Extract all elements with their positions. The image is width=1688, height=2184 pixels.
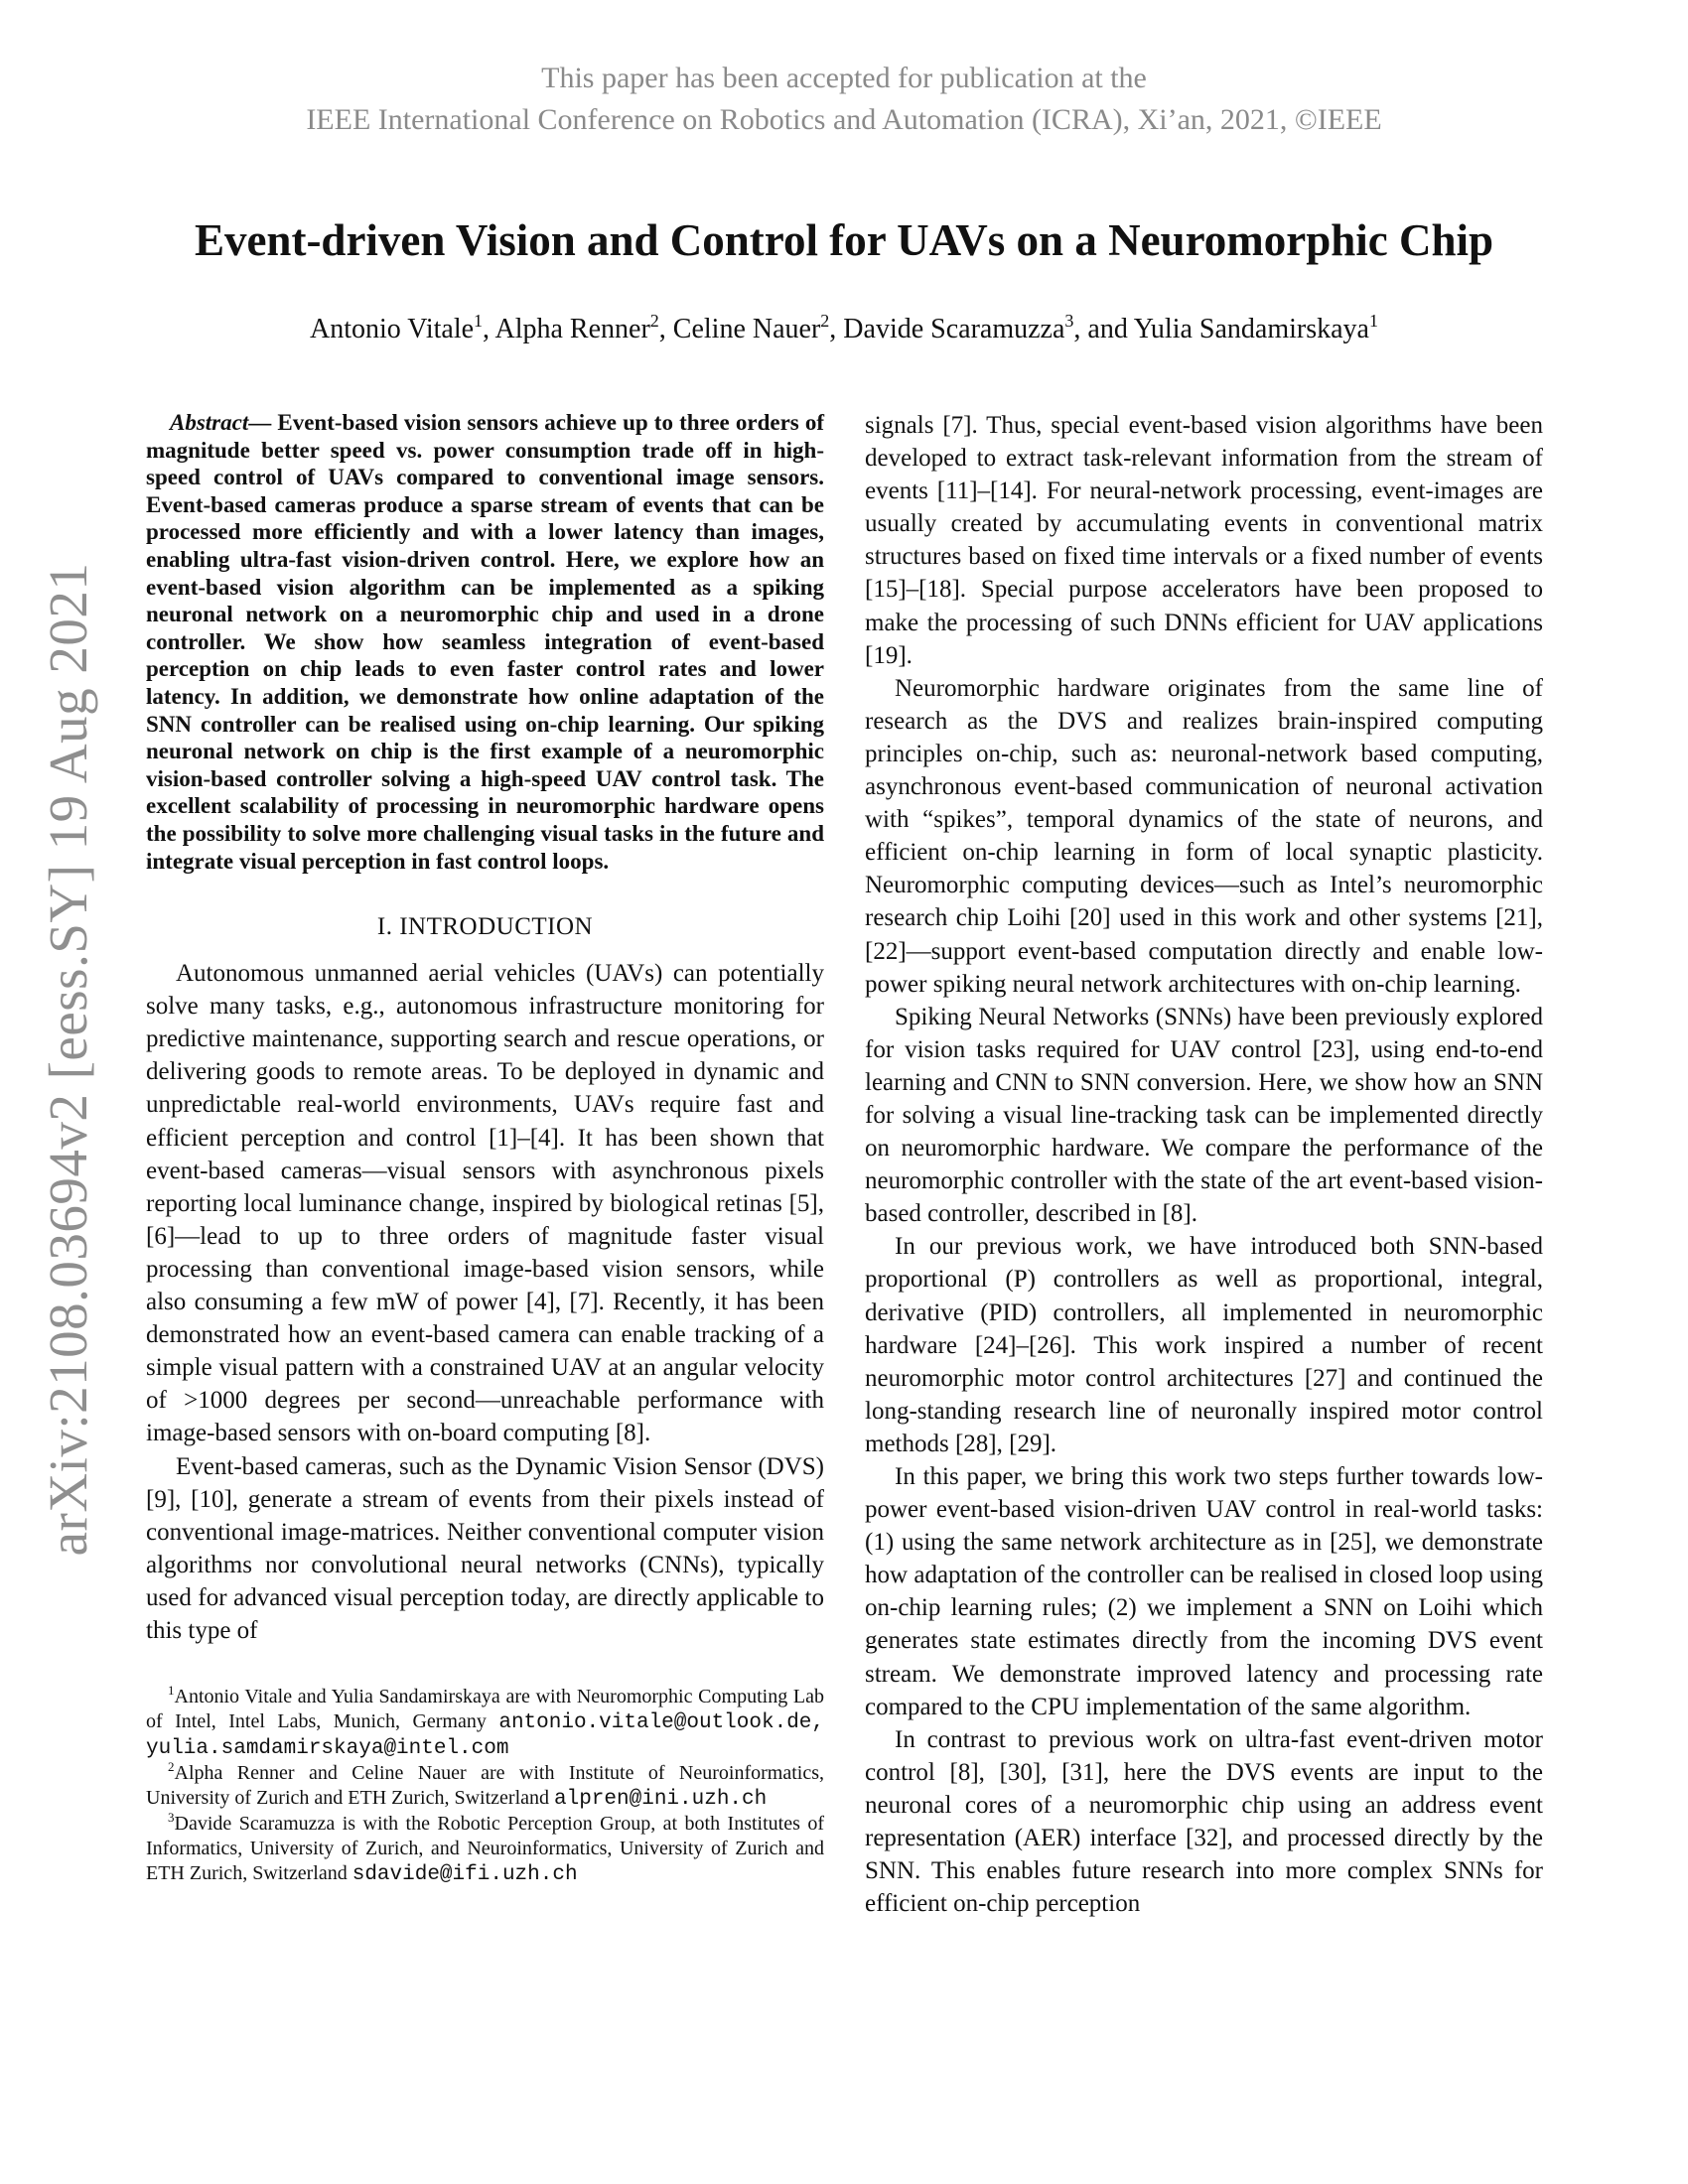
paragraph: In our previous work, we have introduced both SNN-based proportional (P) controllers as well as proportional, integral, derivative (PID) controllers, all implemented in neuromorphic hardware [24]–[26]. This work inspired a number of recent neuromorphic motor control architectures [27] and continued the long-standing research line of neuronally inspired motor control methods [28], [29].	[865, 1233, 1543, 1457]
author-name: Davide Scaramuzza	[843, 314, 1065, 344]
abstract-text: Event-based vision sensors achieve up to three orders of magnitude better speed vs. power consumption trade off in high-speed control of UAVs compared to conventional image sensors. Event-based cameras produce a sparse stream of events that can be processed more efficiently and with a lower latency than images, enabling ultra-fast vision-driven control. Here, we explore how an event-based vision algorithm can be implemented as a spiking neuronal network on a neuromorphic chip and used in a drone controller. We show how seamless integration of event-based perception on chip leads to even faster control rates and lower latency. In addition, we demonstrate how online adaptation of the SNN controller can be realised using on-chip learning. Our spiking neuronal network on chip is the first example of a neuromorphic vision-based controller solving a high-speed UAV control task. The excellent scalability of processing in neuromorphic hardware opens the possibility to solve more challenging visual tasks in the future and integrate visual perception in fast control loops.	[146, 410, 824, 874]
footnote-text: Davide Scaramuzza is with the Robotic Perception Group, at both Institutes of Informatics, University of Zurich, and Neuroinformatics, University of Zurich and ETH Zurich, Switzerland	[146, 1813, 824, 1885]
author-affiliation: 2	[649, 311, 659, 331]
footnote-3	[146, 1812, 824, 1887]
paragraph: Autonomous unmanned aerial vehicles (UAVs) can potentially solve many tasks, e.g., autonomous infrastructure monitoring for predictive maintenance, supporting search and rescue operations, or delivering goods to remote areas. To be deployed in dynamic and unpredictable real-world environments, UAVs require fast and efficient perception and control [1]–[4]. It has been shown that event-based cameras—visual sensors with asynchronous pixels reporting local luminance change, inspired by biological retinas [5], [6]—lead to up to three orders of magnitude faster visual processing than conventional image-based vision sensors, while also consuming a few mW of power [4], [7]. Recently, it has been demonstrated how an event-based camera can enable tracking of a simple visual pattern with a constrained UAV at an angular velocity of >1000 degrees per second—unreachable performance with image-based sensors with on-board computing [8].	[146, 960, 824, 1447]
section-heading-introduction: I. INTRODUCTION	[376, 913, 594, 941]
arxiv-stamp: arXiv:2108.03694v2 [eess.SY] 19 Aug 2021	[38, 562, 98, 1557]
author-name: Alpha Renner	[494, 314, 650, 344]
author-separator: ,	[658, 314, 673, 344]
right-column	[865, 409, 1543, 1920]
author-list	[0, 310, 1688, 349]
author-separator: , and	[1073, 314, 1134, 344]
left-column	[146, 409, 824, 1887]
paragraph: In this paper, we bring this work two steps further towards low-power event-based vision-driven UAV control in real-world tasks: (1) using the same network architecture as in [25], we demonstrate how adaptation of the controller can be realised in closed loop using on-chip learning rules; (2) we implement a SNN on Loihi which generates state estimates directly from the incoming DVS event stream. We demonstrate improved latency and processing rate compared to the CPU implementation of the same algorithm.	[865, 1463, 1543, 1720]
paper-title: Event-driven Vision and Control for UAVs on a Neuromorphic Chip	[194, 215, 1494, 265]
footnotes	[146, 1685, 824, 1887]
abstract-dash: —	[248, 410, 278, 435]
footnote-text: Alpha Renner and Celine Nauer are with Institute of Neuroinformatics, University of Zurich and ETH Zurich, Switzerland	[146, 1762, 824, 1810]
author-affiliation: 3	[1064, 311, 1074, 331]
paragraph: Event-based cameras, such as the Dynamic Vision Sensor (DVS) [9], [10], generate a stream of events from their pixels instead of conventional image-matrices. Neither conventional computer vision algorithms nor convolutional neural networks (CNNs), typically used for advanced visual perception today, are directly applicable to this type of	[146, 1452, 824, 1644]
author-affiliation: 1	[1368, 311, 1378, 331]
author-separator: ,	[483, 314, 495, 344]
notice-line-2: IEEE International Conference on Robotics and Automation (ICRA), Xi’an, 2021, ©IEEE	[306, 103, 1382, 136]
author-name: Celine Nauer	[672, 314, 821, 344]
footnote-mark: 1	[168, 1683, 175, 1699]
author-name: Antonio Vitale	[310, 314, 475, 344]
paragraph: signals [7]. Thus, special event-based vision algorithms have been developed to extract task-relevant information from the stream of events [11]–[14]. For neural-network processing, event-images are usually created by accumulating events in conventional matrix structures based on fixed time intervals or a fixed number of events [15]–[18]. Special purpose accelerators have been proposed to make the processing of such DNNs efficient for UAV applications [19].	[865, 412, 1543, 669]
author-separator: ,	[829, 314, 844, 344]
author-affiliation: 2	[820, 311, 830, 331]
footnote-mark: 2	[168, 1759, 175, 1775]
footnote-email: antonio.vitale@outlook.de, yulia.samdamirskaya@intel.com	[146, 1711, 824, 1761]
footnote-2	[146, 1761, 824, 1812]
author-name: Yulia Sandamirskaya	[1133, 314, 1369, 344]
abstract-lead: Abstract	[170, 410, 249, 435]
author-affiliation: 1	[474, 311, 484, 331]
notice-line-1: This paper has been accepted for publication at the	[541, 62, 1147, 94]
footnote-email: alpren@ini.uzh.ch	[554, 1788, 768, 1812]
publication-notice	[0, 58, 1688, 141]
footnote-1	[146, 1685, 824, 1761]
paragraph: In contrast to previous work on ultra-fast event-driven motor control [8], [30], [31], here the DVS events are input to the neuronal cores of a neuromorphic chip using an address event representation (AER) interface [32], and processed directly by the SNN. This enables future research into more complex SNNs for efficient on-chip perception	[865, 1725, 1543, 1918]
footnote-text: Antonio Vitale and Yulia Sandamirskaya are with Neuromorphic Computing Lab of Intel, Intel Labs, Munich, Germany	[146, 1686, 824, 1733]
footnote-mark: 3	[168, 1810, 175, 1826]
footnote-email: sdavide@ifi.uzh.ch	[352, 1863, 578, 1887]
paragraph: Spiking Neural Networks (SNNs) have been previously explored for vision tasks required for UAV control [23], using end-to-end learning and CNN to SNN conversion. Here, we show how an SNN for solving a visual line-tracking task can be implemented directly on neuromorphic hardware. We compare the performance of the neuromorphic controller with the state of the art event-based vision-based controller, described in [8].	[865, 1003, 1543, 1228]
paragraph: Neuromorphic hardware originates from the same line of research as the DVS and realizes brain-inspired computing principles on-chip, such as: neuronal-network based computing, asynchronous event-based communication of neuronal activation with “spikes”, temporal dynamics of the state of neurons, and efficient on-chip learning in form of local synaptic plasticity. Neuromorphic computing devices—such as Intel’s neuromorphic research chip Loihi [20] used in this work and other systems [21], [22]—support event-based computation directly and enable low-power spiking neural network architectures with on-chip learning.	[865, 674, 1543, 998]
abstract	[146, 409, 824, 875]
